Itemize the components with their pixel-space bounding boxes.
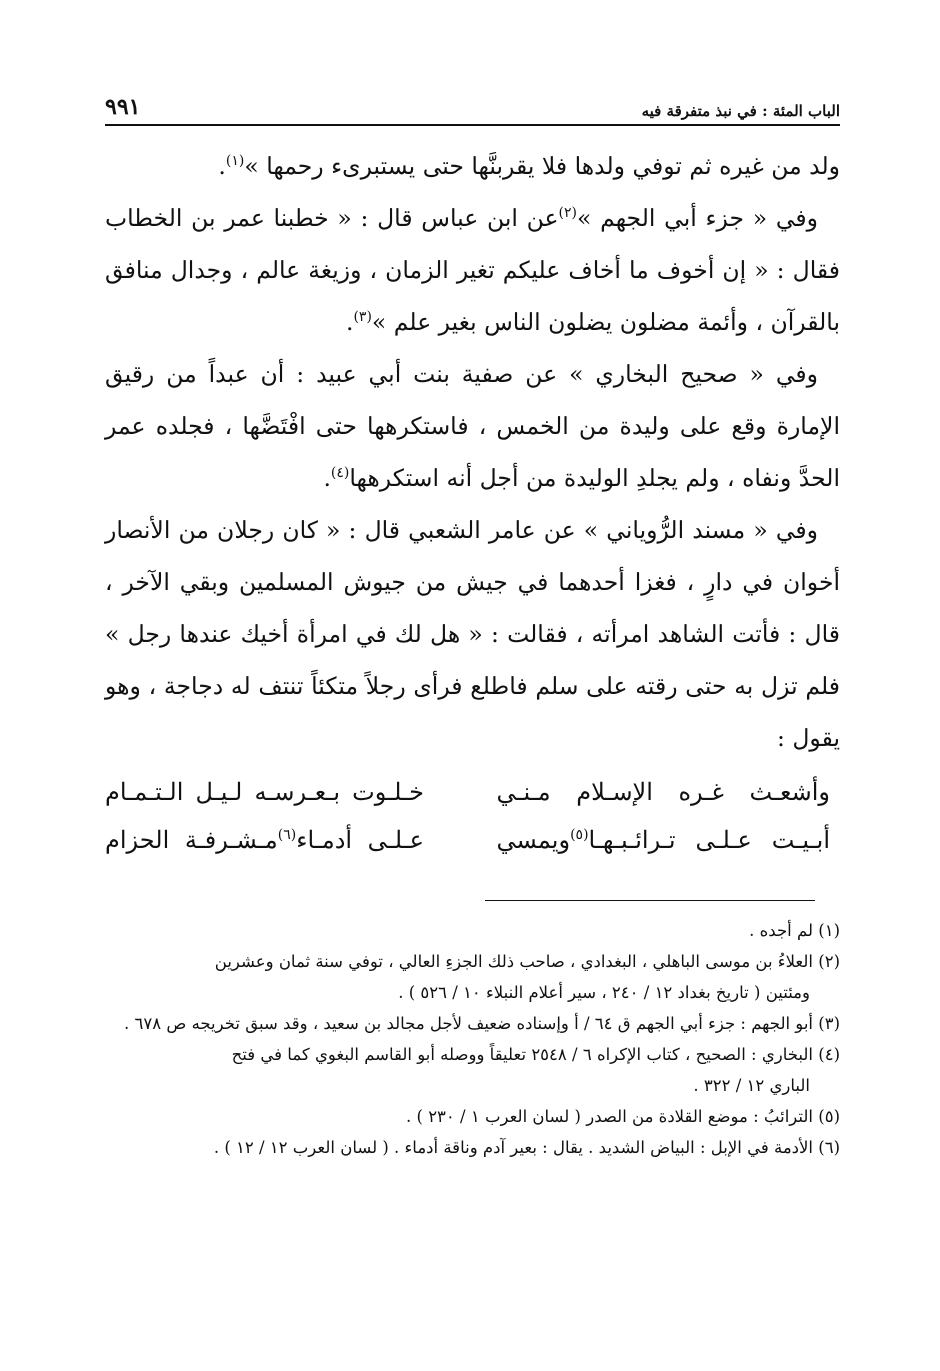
footnote: (٣) أبو الجهم : جزء أبي الجهم ق ٦٤ / أ وإسناده ضعيف لأجل مجالد بن سعيد ، وقد سبق تخريجه ص ٦٧٨ .	[124, 1014, 840, 1033]
footnote-number: (٦)	[818, 1138, 840, 1157]
footnote-number: (٢)	[818, 952, 840, 971]
footnote-ref[interactable]: (٤)	[330, 465, 350, 482]
paragraph: وفي « مسند الرُّوياني » عن عامر الشعبي قال : « كان رجلان من الأنصار أخوان في دارٍ ، فغزا أحدهما في جيش من جيوش المسلمين وبقي الآخر ، قال : فأتت الشاهد امرأته ، فقالت : « هل لك في امرأة أخيك عندها رجل » فلم تزل به حتى رقته على سلم فاطلع فرأى رجلاً متكئاً تنتف له دجاجة ، وهو يقول :	[105, 516, 840, 752]
verse-second-hemistich: عـلـى أدمـاء$^{(٦)}$مـشـرفـة الحزام	[105, 826, 424, 854]
verse	[105, 768, 840, 816]
main-text	[105, 140, 840, 764]
verse	[105, 816, 840, 864]
paragraph: وفي « صحيح البخاري » عن صفية بنت أبي عبيد : أن عبداً من رقيق الإمارة وقع على وليدة من الخمس ، فاستكرهها حتى افْتَضَّها ، فجلده عمر الحدَّ ونفاه ، ولم يجلدِ الوليدة من أجل أنه استكرهها$^{(٤)}$.	[105, 360, 840, 492]
page-number: ٩٩١	[105, 94, 141, 120]
footnote-number: (٣)	[818, 1014, 840, 1033]
footnote: (١) لم أجده .	[749, 921, 840, 940]
footnote: (٥) الترائبُ : موضع القلادة من الصدر ( لسان العرب ١ / ٢٣٠ ) .	[406, 1107, 840, 1126]
footnote-number: (٤)	[818, 1045, 840, 1064]
footnote: (٢) العلاءُ بن موسى الباهلي ، البغدادي ، صاحب ذلك الجزءِ العالي ، توفي سنة ثمان وعشرين ومئتين ( تاريخ بغداد ١٢ / ٢٤٠ ، سير أعلام النبلاء ١٠ / ٥٢٦ ) .	[214, 952, 840, 1002]
poem	[105, 768, 840, 864]
footnote-ref[interactable]: (٥)	[570, 827, 589, 843]
footnote-number: (١)	[818, 921, 840, 940]
footnotes	[105, 915, 840, 1163]
footnote: (٦) الأدمة في الإبل : البياض الشديد . يقال : بعير آدم وناقة أدماء . ( لسان العرب ١٢ / ١٢ ) .	[213, 1138, 840, 1157]
footnote-ref[interactable]: (٣)	[353, 309, 372, 326]
verse-second-hemistich: خـلـوت بـعـرسـه لـيـل الـتـمـام	[105, 778, 424, 806]
footnote-number: (٥)	[818, 1107, 840, 1126]
footnote: (٤) البخاري : الصحيح ، كتاب الإكراه ٦ / ٢٥٤٨ تعليقاً ووصله أبو القاسم البغوي كما في فتح الباري ١٢ / ٣٢٢ .	[231, 1045, 840, 1095]
running-title: الباب المئة : في نبذ متفرقة فيه	[641, 102, 840, 120]
footnote-divider	[485, 900, 815, 901]
paragraph: ولد من غيره ثم توفي ولدها فلا يقربنَّها حتى يستبرىء رحمها »$^{(١)}$.	[218, 152, 840, 180]
footnote-ref[interactable]: (٢)	[558, 205, 577, 222]
footnote-ref[interactable]: (١)	[225, 153, 245, 170]
verse-first-hemistich: وأشعـث غـره الإسـلام مـنـي	[496, 778, 830, 806]
verse-first-hemistich: أبـيـت عـلـى تـرائـبـهـا$^{(٥)}$ويمسي	[496, 826, 830, 854]
page-header	[105, 90, 840, 126]
footnote-ref[interactable]: (٦)	[277, 827, 297, 843]
page	[105, 90, 840, 1163]
paragraph: وفي « جزء أبي الجهم »$^{(٢)}$عن ابن عباس قال : « خطبنا عمر بن الخطاب فقال : « إن أخوف ما أخاف عليكم تغير الزمان ، وزيغة عالم ، وجدال منافق بالقرآن ، وأئمة مضلون يضلون الناس بغير علم »$^{(٣)}$.	[105, 204, 840, 336]
